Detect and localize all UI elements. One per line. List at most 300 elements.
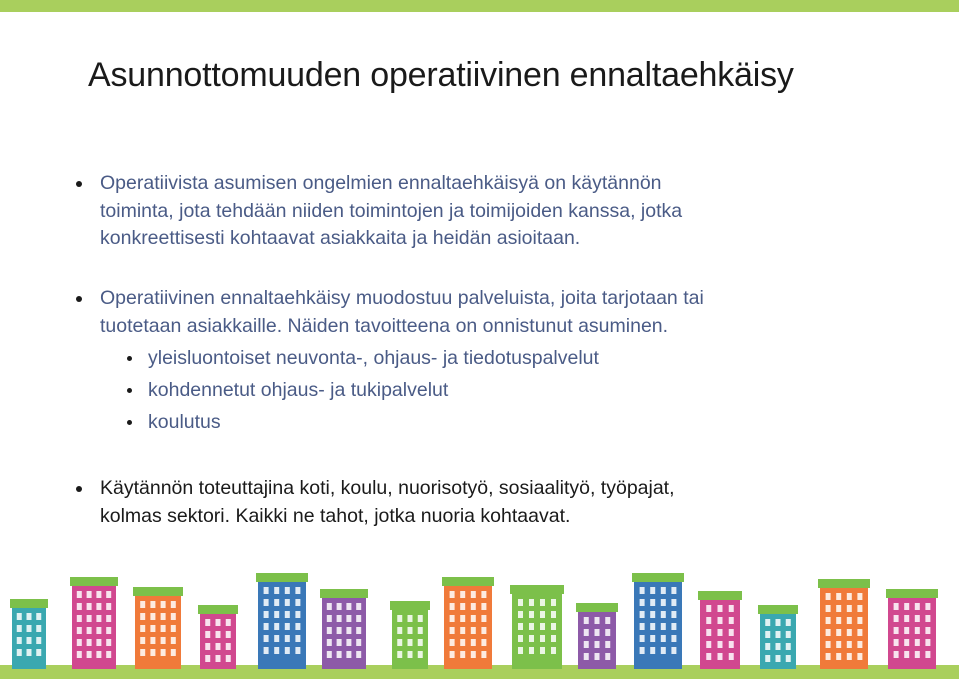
- house-window: [671, 599, 676, 606]
- top-stripe: [0, 0, 959, 12]
- house-window: [915, 627, 920, 634]
- house-window: [87, 639, 92, 646]
- house-window: [356, 651, 361, 658]
- sub-bullet-text: kohdennetut ohjaus- ja tukipalvelut: [148, 379, 449, 401]
- house-window: [584, 641, 589, 648]
- house-window: [418, 639, 423, 646]
- house-window: [418, 651, 423, 658]
- house-window: [327, 651, 332, 658]
- house-window: [847, 617, 852, 624]
- house-roof: [256, 573, 308, 582]
- house-window: [650, 635, 655, 642]
- house-window: [264, 611, 269, 618]
- house-window: [17, 637, 22, 644]
- house-window: [551, 611, 556, 618]
- house-window: [776, 619, 781, 626]
- house-window: [140, 649, 145, 656]
- house-window: [481, 639, 486, 646]
- house-window: [529, 611, 534, 618]
- house-window: [786, 643, 791, 650]
- house-window: [826, 653, 831, 660]
- house-window: [847, 629, 852, 636]
- house-window: [706, 605, 711, 612]
- house-window: [356, 627, 361, 634]
- house-window: [765, 631, 770, 638]
- house-window: [106, 603, 111, 610]
- house-window: [295, 635, 300, 642]
- house-window: [295, 611, 300, 618]
- house-window: [471, 591, 476, 598]
- house-window: [274, 647, 279, 654]
- house-window: [925, 627, 930, 634]
- house-roof: [886, 589, 938, 598]
- house-window: [661, 635, 666, 642]
- house-window: [529, 635, 534, 642]
- sub-bullet-dot-icon: [127, 388, 132, 393]
- house-window: [584, 629, 589, 636]
- house-window: [471, 615, 476, 622]
- house-window: [540, 599, 545, 606]
- house-window: [786, 619, 791, 626]
- house-window: [640, 623, 645, 630]
- house-window: [640, 635, 645, 642]
- house-window: [481, 603, 486, 610]
- bullet-item: [100, 475, 675, 530]
- house-window: [397, 639, 402, 646]
- house-window: [650, 623, 655, 630]
- house-window: [826, 629, 831, 636]
- house-window: [904, 603, 909, 610]
- house-window: [285, 635, 290, 642]
- house-roof: [510, 585, 564, 594]
- house-window: [650, 611, 655, 618]
- house-window: [346, 603, 351, 610]
- house-window: [161, 601, 166, 608]
- house-window: [77, 639, 82, 646]
- house-roof: [576, 603, 618, 612]
- house-window: [77, 651, 82, 658]
- house-window: [605, 617, 610, 624]
- house-window: [776, 643, 781, 650]
- house-window: [661, 611, 666, 618]
- house-roof: [320, 589, 368, 598]
- house-window: [106, 639, 111, 646]
- house-window: [836, 629, 841, 636]
- house-window: [96, 603, 101, 610]
- house-window: [584, 617, 589, 624]
- house-window: [518, 611, 523, 618]
- house-roof: [390, 601, 430, 610]
- house-window: [640, 587, 645, 594]
- house-window: [894, 651, 899, 658]
- house-window: [460, 603, 465, 610]
- house-window: [847, 641, 852, 648]
- house-window: [216, 619, 221, 626]
- house-window: [460, 639, 465, 646]
- house-window: [915, 615, 920, 622]
- house-window: [661, 647, 666, 654]
- house-window: [481, 651, 486, 658]
- house-window: [346, 651, 351, 658]
- house-window: [356, 615, 361, 622]
- house-roof: [198, 605, 238, 614]
- house-window: [87, 615, 92, 622]
- house-window: [460, 651, 465, 658]
- house-window: [106, 651, 111, 658]
- house-window: [327, 615, 332, 622]
- house-window: [216, 655, 221, 662]
- house-window: [397, 651, 402, 658]
- house-window: [171, 649, 176, 656]
- house-window: [226, 631, 231, 638]
- house-window: [718, 629, 723, 636]
- bullet-line: Operatiivista asumisen ongelmien ennaltaehkäisyä on käytännön: [100, 172, 662, 194]
- house-window: [671, 623, 676, 630]
- house-window: [640, 611, 645, 618]
- sub-bullet-text: koulutus: [148, 411, 221, 433]
- house-window: [295, 647, 300, 654]
- house-window: [915, 639, 920, 646]
- house-window: [274, 635, 279, 642]
- house-window: [27, 613, 32, 620]
- house-window: [285, 587, 290, 594]
- house-window: [17, 613, 22, 620]
- house-window: [205, 643, 210, 650]
- house-window: [264, 587, 269, 594]
- house-window: [650, 647, 655, 654]
- houses-group: [10, 573, 938, 669]
- house-window: [356, 639, 361, 646]
- house-window: [327, 603, 332, 610]
- bullet-item: [100, 285, 704, 340]
- house-window: [77, 627, 82, 634]
- house-window: [551, 635, 556, 642]
- house-window: [650, 599, 655, 606]
- house-window: [205, 655, 210, 662]
- house-window: [661, 587, 666, 594]
- house-window: [346, 615, 351, 622]
- house-window: [518, 647, 523, 654]
- house-window: [481, 627, 486, 634]
- house-window: [671, 647, 676, 654]
- house-window: [408, 615, 413, 622]
- house-window: [96, 639, 101, 646]
- house-roof: [632, 573, 684, 582]
- house-window: [106, 591, 111, 598]
- house-window: [706, 629, 711, 636]
- house-window: [925, 603, 930, 610]
- house-window: [295, 599, 300, 606]
- house-window: [205, 631, 210, 638]
- house-window: [337, 603, 342, 610]
- house-window: [356, 603, 361, 610]
- house-window: [706, 641, 711, 648]
- house-window: [894, 615, 899, 622]
- house-window: [140, 601, 145, 608]
- house-window: [481, 591, 486, 598]
- house-window: [925, 639, 930, 646]
- house-window: [904, 615, 909, 622]
- house-window: [706, 653, 711, 660]
- house-window: [915, 651, 920, 658]
- house-window: [706, 617, 711, 624]
- sub-bullet-dot-icon: [127, 420, 132, 425]
- house-window: [605, 641, 610, 648]
- house-window: [36, 637, 41, 644]
- houses-skyline-illustration: [0, 569, 959, 679]
- house-window: [836, 617, 841, 624]
- house-window: [226, 643, 231, 650]
- house-window: [551, 599, 556, 606]
- house-window: [661, 599, 666, 606]
- house-window: [216, 643, 221, 650]
- house-window: [650, 587, 655, 594]
- house-window: [671, 635, 676, 642]
- house-window: [857, 641, 862, 648]
- house-window: [106, 627, 111, 634]
- house-window: [264, 635, 269, 642]
- house-window: [460, 627, 465, 634]
- house-window: [264, 647, 269, 654]
- house-window: [847, 605, 852, 612]
- house-window: [836, 605, 841, 612]
- house-window: [171, 613, 176, 620]
- house-window: [17, 649, 22, 656]
- sub-bullet-item: [148, 377, 448, 404]
- house-window: [346, 639, 351, 646]
- house-window: [605, 629, 610, 636]
- house-window: [718, 641, 723, 648]
- house-window: [17, 625, 22, 632]
- house-window: [96, 615, 101, 622]
- house-window: [150, 649, 155, 656]
- house-window: [408, 639, 413, 646]
- house-window: [718, 605, 723, 612]
- house-window: [765, 655, 770, 662]
- house-window: [529, 599, 534, 606]
- sub-bullet-text: yleisluontoiset neuvonta-, ohjaus- ja tiedotuspalvelut: [148, 347, 599, 369]
- house-window: [216, 631, 221, 638]
- house-window: [36, 625, 41, 632]
- house-window: [77, 603, 82, 610]
- house-roof: [442, 577, 494, 586]
- house-window: [171, 637, 176, 644]
- house-window: [904, 639, 909, 646]
- house-window: [150, 613, 155, 620]
- house-window: [140, 637, 145, 644]
- house-window: [826, 605, 831, 612]
- house-window: [285, 611, 290, 618]
- house-window: [140, 625, 145, 632]
- house-window: [540, 611, 545, 618]
- house-window: [595, 617, 600, 624]
- sub-bullet-dot-icon: [127, 356, 132, 361]
- house-window: [418, 615, 423, 622]
- house-window: [925, 651, 930, 658]
- house-window: [894, 627, 899, 634]
- house-window: [450, 603, 455, 610]
- house-window: [274, 599, 279, 606]
- house-window: [274, 623, 279, 630]
- house-window: [337, 651, 342, 658]
- house-window: [96, 651, 101, 658]
- house-window: [718, 653, 723, 660]
- house-window: [460, 615, 465, 622]
- house-window: [471, 639, 476, 646]
- house-window: [729, 605, 734, 612]
- sub-bullet-item: [148, 409, 221, 436]
- house-window: [529, 623, 534, 630]
- house-window: [836, 593, 841, 600]
- house-window: [826, 593, 831, 600]
- house-window: [450, 627, 455, 634]
- bullet-line: Käytännön toteuttajina koti, koulu, nuorisotyö, sosiaalityö, työpajat,: [100, 477, 675, 499]
- house-window: [226, 619, 231, 626]
- sub-bullet-item: [148, 345, 599, 372]
- house-window: [264, 623, 269, 630]
- house-window: [518, 635, 523, 642]
- bullet-dot-icon: [76, 181, 82, 187]
- house-window: [150, 625, 155, 632]
- house-window: [327, 627, 332, 634]
- house-window: [96, 627, 101, 634]
- bullet-line: toiminta, jota tehdään niiden toimintojen ja toimijoiden kanssa, jotka: [100, 199, 683, 222]
- house-window: [327, 639, 332, 646]
- house-window: [161, 649, 166, 656]
- house-window: [595, 641, 600, 648]
- bullet-item: [100, 170, 682, 253]
- page-title: Asunnottomuuden operatiivinen ennaltaehkäisy: [88, 56, 794, 94]
- house-window: [776, 655, 781, 662]
- house-window: [836, 653, 841, 660]
- house-window: [150, 601, 155, 608]
- house-roof: [133, 587, 183, 596]
- house-window: [87, 651, 92, 658]
- house-window: [264, 599, 269, 606]
- house-window: [106, 615, 111, 622]
- house-window: [518, 599, 523, 606]
- house-window: [346, 627, 351, 634]
- house-window: [87, 603, 92, 610]
- house-window: [471, 627, 476, 634]
- house-window: [397, 615, 402, 622]
- house-window: [529, 647, 534, 654]
- house-window: [826, 641, 831, 648]
- house-window: [847, 653, 852, 660]
- house-window: [857, 653, 862, 660]
- house-window: [765, 643, 770, 650]
- house-window: [671, 611, 676, 618]
- house-window: [140, 613, 145, 620]
- house-window: [450, 591, 455, 598]
- house-window: [337, 627, 342, 634]
- house-window: [408, 627, 413, 634]
- house-window: [826, 617, 831, 624]
- house-window: [450, 651, 455, 658]
- house-window: [27, 649, 32, 656]
- house-window: [904, 651, 909, 658]
- house-window: [150, 637, 155, 644]
- house-window: [87, 591, 92, 598]
- house-window: [671, 587, 676, 594]
- house-window: [471, 603, 476, 610]
- house-window: [285, 599, 290, 606]
- house-window: [205, 619, 210, 626]
- house-window: [161, 625, 166, 632]
- house-window: [337, 615, 342, 622]
- house-window: [295, 587, 300, 594]
- bullet-line: Operatiivinen ennaltaehkäisy muodostuu palveluista, joita tarjotaan tai: [100, 287, 704, 309]
- house-window: [285, 623, 290, 630]
- house-window: [551, 647, 556, 654]
- house-window: [729, 641, 734, 648]
- house-roof: [70, 577, 118, 586]
- house-window: [36, 613, 41, 620]
- house-window: [786, 631, 791, 638]
- house-window: [765, 619, 770, 626]
- house-window: [226, 655, 231, 662]
- house-window: [96, 591, 101, 598]
- bullet-line: konkreettisesti kohtaavat asiakkaita ja heidän asioitaan.: [100, 227, 581, 249]
- house-window: [894, 639, 899, 646]
- house-window: [540, 647, 545, 654]
- house-window: [397, 627, 402, 634]
- bullet-line: tuotetaan asiakkaille. Näiden tavoitteena on onnistunut asuminen.: [100, 314, 669, 337]
- house-window: [786, 655, 791, 662]
- house-window: [161, 613, 166, 620]
- house-window: [605, 653, 610, 660]
- house-window: [857, 617, 862, 624]
- house-window: [640, 647, 645, 654]
- house-window: [27, 625, 32, 632]
- house-roof: [818, 579, 870, 588]
- house-window: [418, 627, 423, 634]
- house-window: [551, 623, 556, 630]
- house-window: [274, 587, 279, 594]
- house-window: [295, 623, 300, 630]
- house-window: [640, 599, 645, 606]
- house-window: [77, 615, 82, 622]
- house-window: [776, 631, 781, 638]
- house-window: [481, 615, 486, 622]
- bullet-dot-icon: [76, 296, 82, 302]
- house-window: [540, 623, 545, 630]
- house-window: [729, 629, 734, 636]
- house-window: [857, 605, 862, 612]
- house-window: [857, 629, 862, 636]
- bullet-line: kolmas sektori. Kaikki ne tahot, jotka nuoria kohtaavat.: [100, 504, 571, 527]
- house-roof: [10, 599, 48, 608]
- house-window: [450, 639, 455, 646]
- house-window: [27, 637, 32, 644]
- house-window: [595, 629, 600, 636]
- house-window: [450, 615, 455, 622]
- house-window: [285, 647, 290, 654]
- house-window: [460, 591, 465, 598]
- house-window: [857, 593, 862, 600]
- house-window: [718, 617, 723, 624]
- house-window: [471, 651, 476, 658]
- house-window: [904, 627, 909, 634]
- house-window: [729, 653, 734, 660]
- house-window: [87, 627, 92, 634]
- house-window: [408, 651, 413, 658]
- house-window: [847, 593, 852, 600]
- house-roof: [758, 605, 798, 614]
- house-window: [915, 603, 920, 610]
- house-window: [337, 639, 342, 646]
- house-window: [171, 601, 176, 608]
